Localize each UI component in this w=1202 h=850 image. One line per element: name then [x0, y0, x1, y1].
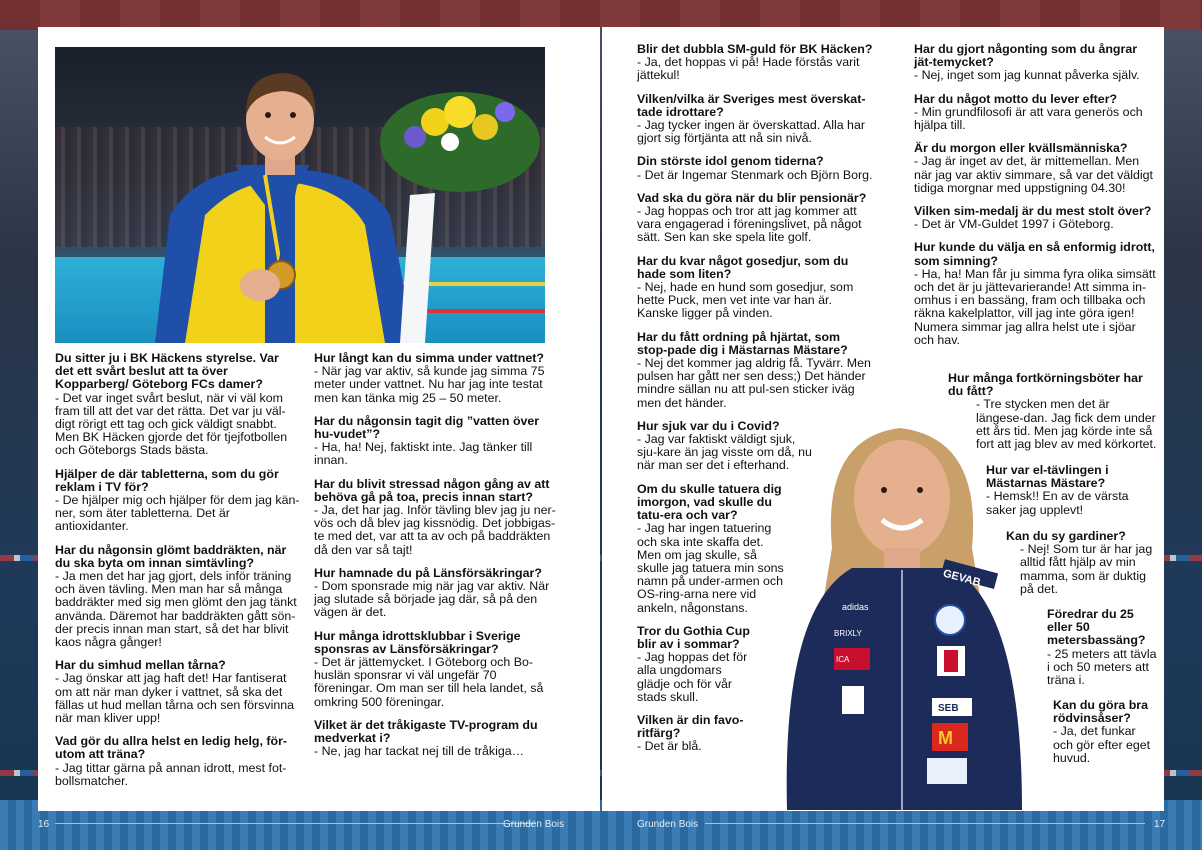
svg-text:BRIXLY: BRIXLY [834, 629, 862, 638]
interview-column-4b-2 [986, 464, 1158, 527]
qa-block [314, 567, 558, 620]
interview-column-3 [637, 43, 873, 764]
background-stands [0, 0, 1202, 30]
question: Har du simhud mellan tårna? [55, 658, 226, 673]
answer: - Jag önskar att jag haft det! Har fantiserat om att när man dyker i vattnet, så ska det fällas ut hud mellan tårna och sen försvinna när man kliver upp! [55, 671, 295, 726]
qa-block [914, 142, 1156, 195]
question: Hur kunde du välja en så enformig idrott, som simning? [914, 240, 1155, 268]
qa-block [948, 372, 1158, 451]
question: Blir det dubbla SM-guld för BK Häcken? [637, 42, 873, 56]
answer: - Det är VM-Guldet 1997 i Göteborg. [914, 217, 1114, 232]
answer: - Nej! Som tur är har jag alltid fått hjälp av min mamma, som är duktig på det. [1020, 542, 1153, 596]
question: Har du något motto du lever efter? [914, 91, 1118, 106]
question: Har du fått ordning på hjärtat, som stop-pade dig i Mästarnas Mästare? [637, 329, 848, 357]
question: Om du skulle tatuera dig imorgon, vad skulle du tatu-era och var? [637, 481, 782, 523]
question: Vilken sim-medalj är du mest stolt över? [914, 204, 1152, 219]
question: Vad gör du allra helst en ledig helg, för-utom att träna? [55, 734, 288, 762]
question: Hur var el-tävlingen i Mästarnas Mästare? [986, 463, 1109, 491]
answer: - Jag tycker ingen är överskattad. Alla har gjort sig förtjänta att nå sin nivå. [637, 118, 865, 146]
question: Hur hamnade du på Länsförsäkringar? [314, 565, 542, 580]
svg-text:ICA: ICA [836, 655, 850, 664]
question: Har du blivit stressad någon gång av att behöva gå på toa, precis innan start? [314, 476, 550, 504]
answer: - När jag var aktiv, så kunde jag simma 75 meter under vattnet. Nu har jag inte testat men kan tänka mig 25 – 50 meter. [314, 364, 545, 405]
footer-rule-left [55, 823, 535, 824]
answer: - Ha, ha! Man får ju simma fyra olika simsätt och det är ju jättevarierande! Att simma in-omhus i en bassäng, fram och tillbaka och räkna kakelplattor, vill jag inte göra igen! Numera simmar jag allra helst ute i sjöar och hav. [914, 266, 1156, 347]
answer: - Det är Ingemar Stenmark och Björn Borg. [637, 167, 873, 182]
qa-block [55, 544, 300, 650]
qa-block [637, 43, 873, 83]
answer: - 25 meters att tävla i och 50 meters att träna i. [1047, 646, 1157, 688]
question: Tror du Gothia Cup blir av i sommar? [637, 623, 750, 651]
qa-block [314, 478, 558, 557]
question: Hur många fortkörningsböter har du fått? [948, 371, 1143, 399]
question: Har du någonsin tagit dig ”vatten över hu-vudet”? [314, 413, 540, 442]
interview-column-1 [55, 352, 300, 798]
answer: - Jag har ingen tatuering och ska inte skaffa det. Men om jag skulle, så skulle jag tatuera min sons namn på under-armen och OS-ring-arna nere vid ankeln, någonstans. [637, 521, 784, 615]
qa-block [637, 420, 817, 473]
answer: - Ja, det funkar och gör efter eget huvud. [1053, 724, 1151, 765]
question: Har du gjort någonting som du ångrar jät-temycket? [914, 42, 1138, 70]
svg-text:SEB: SEB [938, 703, 959, 714]
answer: - Ja, det har jag. Inför tävling blev jag ju ner-vös och då blev jag kissnödig. Det jobbigas-te med det, var att ta av och på baddräkten då den var så tajt! [314, 503, 556, 557]
qa-block [986, 464, 1158, 517]
interview-column-4b-1 [948, 372, 1158, 461]
question: Kan du göra bra rödvinsåser? [1053, 698, 1149, 726]
question: Hur sjuk var du i Covid? [637, 418, 780, 433]
svg-text:adidas: adidas [842, 602, 869, 612]
footer-brand-left: Grunden Bois [503, 819, 565, 830]
question: Hur många idrottsklubbar i Sverige sponsras av Länsförsäkringar? [314, 628, 521, 656]
qa-block [914, 43, 1156, 83]
answer: - Ha, ha! Nej, faktiskt inte. Jag tänker till innan. [314, 440, 533, 468]
answer: - Min grundfilosofi är att vara generös och hjälpa till. [914, 104, 1143, 133]
answer: - Jag hoppas och tror att jag kommer att vara engagerad i föreningslivet, på något sätt. Sen kan ske spela lite golf. [637, 204, 862, 245]
answer: - Tre stycken men det är längese-dan. Jag fick dem under ett års tid. Men jag körde inte så fort att jag blev av med körkortet. [976, 397, 1157, 452]
qa-block [637, 714, 755, 754]
question: Kan du sy gardiner? [1006, 529, 1126, 543]
interview-column-4b-5 [1053, 699, 1157, 775]
question: Du sitter ju i BK Häckens styrelse. Var det ett svårt beslut att ta över Kopparberg/ Göteborg FCs damer? [55, 351, 279, 392]
qa-block [637, 93, 873, 146]
interview-column-4b-4 [1047, 608, 1157, 697]
interview-column-4 [914, 43, 1156, 357]
answer: - Ja, det hoppas vi på! Hade förstås varit jättekul! [637, 55, 860, 83]
answer: - Det var inget svårt beslut, när vi väl kom fram till att det var det rätta. Det var ju väl-digt rörigt ett tag och gick väldigt snabbt. Men BK Häcken gjorde det för tjejfotbollen och Göteborgs Stads bästa. [55, 390, 288, 458]
page-number-left: 16 [38, 819, 50, 830]
question: Har du kvar något gosedjur, som du hade som liten? [637, 253, 849, 281]
question: Har du någonsin glömt baddräkten, när du ska byta om innan simtävling? [55, 542, 287, 570]
question: Vilken är din favo-ritfärg? [637, 712, 744, 741]
qa-block [914, 205, 1156, 231]
footer-brand-right: Grunden Bois [637, 819, 699, 830]
qa-block [1006, 530, 1156, 596]
svg-text:M: M [938, 728, 953, 748]
question: Föredrar du 25 eller 50 metersbassäng? [1047, 607, 1146, 648]
answer: - Jag hoppas det för alla ungdomars glädje och för vår stads skull. [637, 650, 748, 704]
interview-column-4b-3 [1006, 530, 1156, 606]
question: Din störste idol genom tiderna? [637, 154, 824, 169]
footer-rule-right [705, 823, 1145, 824]
answer: - Ne, jag har tackat nej till de tråkiga… [314, 744, 525, 759]
qa-block [637, 331, 873, 410]
answer: - De hjälper mig och hjälper för dem jag kän-ner, som äter tabletterna. Det är antioxidanter. [55, 493, 300, 534]
qa-block [1047, 608, 1157, 687]
qa-block [914, 241, 1156, 347]
qa-block [55, 735, 300, 788]
flower-bouquet [375, 82, 545, 202]
interview-column-2 [314, 352, 558, 768]
answer: - Nej, hade en hund som gosedjur, som hette Puck, men vet inte var han är. Kanske ligger på vinden. [637, 280, 854, 321]
question: Vad ska du göra när du blir pensionär? [637, 190, 867, 205]
qa-block [314, 352, 558, 405]
answer: - Nej, inget som jag kunnat påverka själv. [914, 68, 1140, 83]
svg-text:GEVAB: GEVAB [941, 567, 982, 590]
qa-block [637, 155, 873, 181]
qa-block [637, 255, 873, 321]
answer: - Det är blå. [637, 739, 702, 754]
qa-block [637, 483, 787, 615]
question: Vilket är det tråkigaste TV-program du medverkat i? [314, 717, 538, 746]
qa-block [314, 719, 558, 759]
qa-block [314, 415, 558, 468]
answer: - Dom sponsrade mig när jag var aktiv. När jag slutade så började jag där, så på den vägen är det. [314, 579, 550, 620]
qa-block [55, 468, 300, 534]
question: Hjälper de där tabletterna, som du gör reklam i TV för? [55, 466, 279, 494]
answer: - Jag var faktiskt väldigt sjuk, sju-kare än jag visste om då, nu när man ser det i efterhand. [637, 432, 812, 473]
answer: - Jag är inget av det, är mittemellan. Men när jag var aktiv simmare, så var det väldigt tidiga morgnar med uppstigning 04.30! [914, 154, 1153, 195]
answer: - Ja men det har jag gjort, dels inför träning och även tävling. Men man har så många baddräkter med sig men glömt den jag tänkt använda. Däremot har baddräkten gått sön-der precis innan man start, så det har blivit kaos några gånger! [55, 569, 297, 650]
page-number-right: 17 [1154, 819, 1166, 830]
answer: - Det är jättemycket. I Göteborg och Bo-huslän sponsrar vi väl ungefär 70 föreningar. Om man ser till hela landet, så omkring 500 föreningar. [314, 655, 544, 709]
qa-block [637, 192, 873, 245]
question: Vilken/vilka är Sveriges mest överskat-tade idrottare? [637, 91, 866, 119]
qa-block [55, 659, 300, 725]
qa-block [314, 630, 558, 709]
question: Hur långt kan du simma under vattnet? [314, 351, 544, 365]
qa-block [1053, 699, 1157, 765]
swimmer-photo [55, 47, 545, 343]
qa-block [914, 93, 1156, 133]
answer: - Nej det kommer jag aldrig få. Tyvärr. Men pulsen har gått ner sen dess;) Det händer mindre sällan nu att pul-sen sticker iväg men det händer. [637, 356, 871, 410]
answer: - Jag tittar gärna på annan idrott, mest fot-bollsmatcher. [55, 760, 287, 788]
qa-block [55, 352, 300, 458]
answer: - Hemsk!! En av de värsta saker jag upplevt! [986, 489, 1129, 517]
question: Är du morgon eller kvällsmänniska? [914, 141, 1128, 156]
qa-block [637, 625, 755, 704]
